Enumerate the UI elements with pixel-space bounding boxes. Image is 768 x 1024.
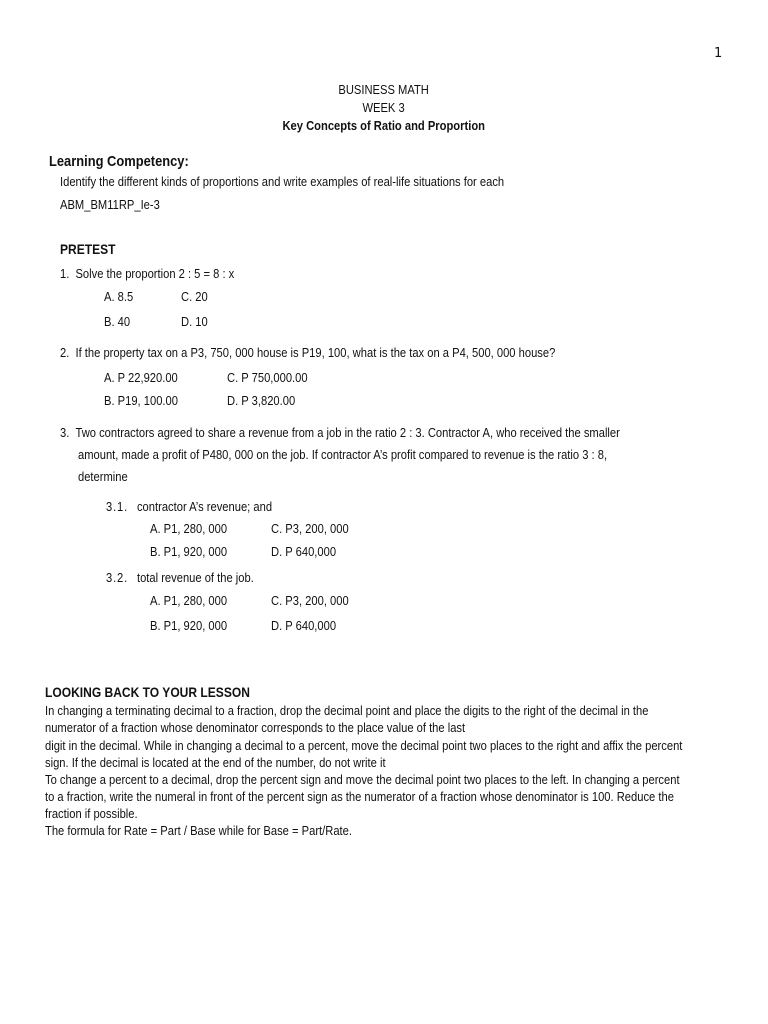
looking-back-line: digit in the decimal. While in changing a decimal to a percent, move the decimal point two places to the right and affix the percent — [45, 738, 683, 753]
looking-back-line: numerator of a fraction whose denominator corresponds to the place value of the last — [45, 720, 466, 735]
competency-description: Identify the different kinds of proportions and write examples of real-life situations for each — [60, 174, 505, 189]
looking-back-line: fraction if possible. — [45, 806, 138, 821]
q3-1-choice-b: B. P1, 920, 000 — [150, 544, 228, 559]
q3-1-choice-d: D. P 640,000 — [271, 544, 337, 559]
q2-choice-a: A. P 22,920.00 — [104, 370, 178, 385]
q1-choice-b: B. 40 — [104, 314, 131, 329]
looking-back-line: to a fraction, write the numeral in front of the percent sign as the numerator of a fraction whose denominator is 100. Reduce the — [45, 789, 674, 804]
q3-2-choice-a: A. P1, 280, 000 — [150, 593, 228, 608]
question-3 — [60, 425, 711, 440]
competency-heading: Learning Competency: — [49, 153, 189, 170]
question-number: 3. — [60, 425, 70, 440]
looking-back-formula: The formula for Rate = Part / Base while for Base = Part/Rate. — [45, 823, 352, 838]
q2-choice-d: D. P 3,820.00 — [227, 393, 296, 408]
question-3-line-2: amount, made a profit of P480, 000 on the job. If contractor A’s profit compared to revenue is the ratio 3 : 8, — [78, 447, 608, 462]
q1-choice-c: C. 20 — [181, 289, 208, 304]
q3-2-choice-b: B. P1, 920, 000 — [150, 618, 228, 633]
q2-choice-c: C. P 750,000.00 — [227, 370, 308, 385]
week-heading: WEEK 3 — [362, 100, 406, 115]
pretest-heading: PRETEST — [60, 241, 116, 257]
question-text-line-1: Two contractors agreed to share a revenue from a job in the ratio 2 : 3. Contractor A, who received the smaller — [75, 425, 620, 440]
subquestion-text: contractor A’s revenue; and — [136, 499, 273, 514]
question-number: 2. — [60, 345, 70, 360]
looking-back-line: In changing a terminating decimal to a fraction, drop the decimal point and place the digits to the right of the decimal in the — [45, 703, 649, 718]
q3-2-choice-d: D. P 640,000 — [271, 618, 337, 633]
competency-code: ABM_BM11RP_Ie-3 — [60, 197, 160, 212]
lesson-title: Key Concepts of Ratio and Proportion — [282, 118, 486, 133]
looking-back-heading: LOOKING BACK TO YOUR LESSON — [45, 684, 250, 700]
subquestion-3-1 — [106, 499, 299, 514]
subquestion-number: 3.1. — [106, 499, 129, 514]
q1-choice-a: A. 8.5 — [104, 289, 134, 304]
subquestion-text: total revenue of the job. — [136, 570, 254, 585]
q3-1-choice-c: C. P3, 200, 000 — [271, 521, 349, 536]
q2-choice-b: B. P19, 100.00 — [104, 393, 178, 408]
page-number: 1 — [714, 46, 723, 61]
question-3-line-3: determine — [78, 469, 128, 484]
q3-1-choice-a: A. P1, 280, 000 — [150, 521, 228, 536]
subquestion-number: 3.2. — [106, 570, 129, 585]
question-text: Solve the proportion 2 : 5 = 8 : x — [75, 266, 235, 281]
question-text: If the property tax on a P3, 750, 000 house is P19, 100, what is the tax on a P4, 500, 000 house? — [75, 345, 556, 360]
question-2 — [60, 345, 636, 360]
subquestion-3-2 — [106, 570, 278, 585]
subject-heading: BUSINESS MATH — [338, 82, 430, 97]
question-1 — [60, 266, 263, 281]
looking-back-line: To change a percent to a decimal, drop the percent sign and move the decimal point two places to the left. In changing a percent — [45, 772, 680, 787]
looking-back-line: sign. If the decimal is located at the end of the number, do not write it — [45, 755, 386, 770]
q1-choice-d: D. 10 — [181, 314, 208, 329]
question-number: 1. — [60, 266, 70, 281]
q3-2-choice-c: C. P3, 200, 000 — [271, 593, 349, 608]
